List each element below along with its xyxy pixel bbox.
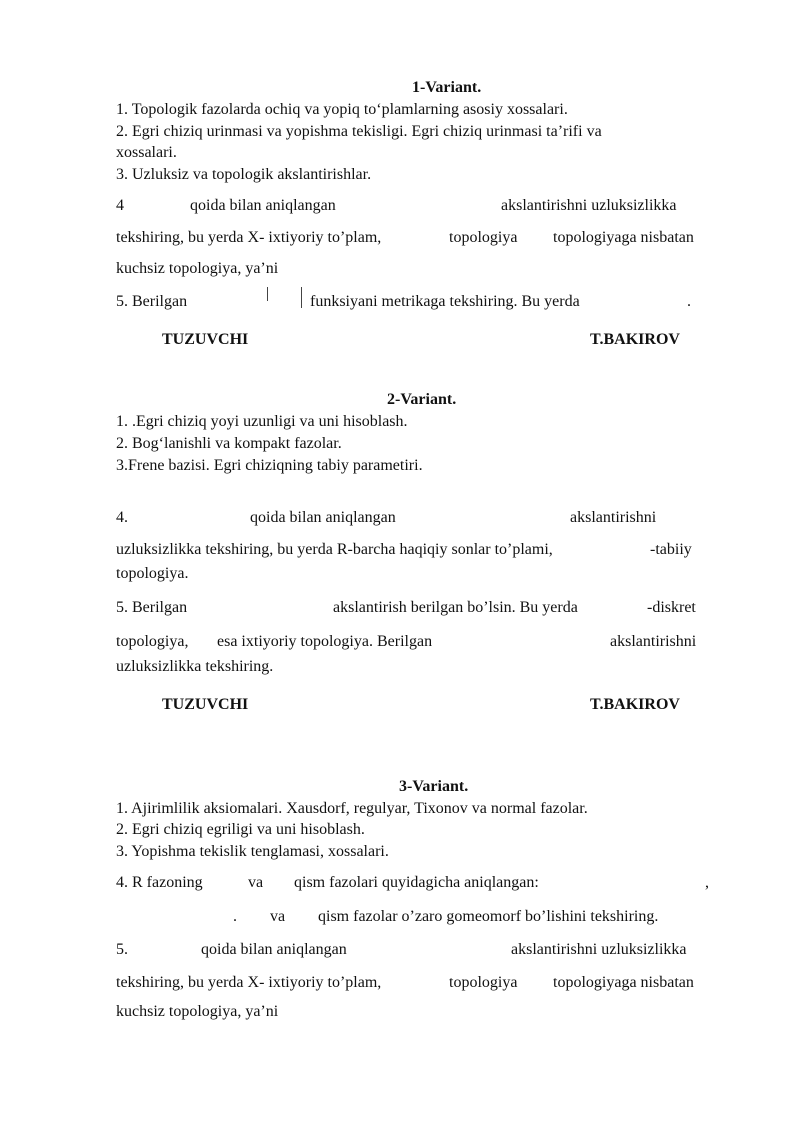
v3-question-4-b: va xyxy=(248,874,264,891)
v1-question-5-b: funksiyani metrikaga tekshiring. Bu yerda xyxy=(310,293,580,310)
v3-question-4-line-2-dot: . xyxy=(233,908,237,925)
v2-question-4-line-2a: uzluksizlikka tekshiring, bu yerda R-barcha haqiqiy sonlar to’plami, xyxy=(116,541,553,558)
v2-question-4-line-2b: -tabiiy xyxy=(650,541,692,558)
v1-question-1: 1. Topologik fazolarda ochiq va yopiq to‘plamlarning asosiy xossalari. xyxy=(116,101,568,118)
variant-1-title: 1-Variant. xyxy=(412,79,482,96)
v3-question-2: 2. Egri chiziq egriligi va uni hisoblash. xyxy=(116,821,365,838)
v3-question-5-text-b: akslantirishni uzluksizlikka xyxy=(511,941,687,958)
v3-question-4-c: qism fazolari quyidagicha aniqlangan: xyxy=(294,874,539,891)
abs-bar-left xyxy=(267,287,268,301)
v1-question-2-line-2: xossalari. xyxy=(116,144,177,161)
v1-signature-label: TUZUVCHI xyxy=(162,331,249,348)
v1-question-4-line-3: kuchsiz topologiya, ya’ni xyxy=(116,260,279,277)
v3-question-5-number: 5. xyxy=(116,941,128,958)
v1-question-5-dot: . xyxy=(687,293,691,310)
v3-question-4-comma: , xyxy=(705,874,709,891)
v2-question-5-line-2c: akslantirishni xyxy=(610,633,697,650)
v2-question-4-line-3: topologiya. xyxy=(116,565,189,582)
v2-question-4-text-a: qoida bilan aniqlangan xyxy=(250,509,396,526)
v3-question-5-text-a: qoida bilan aniqlangan xyxy=(201,941,347,958)
v2-question-4-text-b: akslantirishni xyxy=(570,509,657,526)
v3-question-4-line-2b: qism fazolar o’zaro gomeomorf bo’lishini tekshiring. xyxy=(318,908,659,925)
v3-question-1: 1. Ajirimlilik aksiomalari. Xausdorf, regulyar, Tixonov va normal fazolar. xyxy=(116,800,588,817)
v2-question-5-c: -diskret xyxy=(647,599,696,616)
v3-question-4-a: 4. R fazoning xyxy=(116,874,203,891)
v2-question-2: 2. Bog‘lanishli va kompakt fazolar. xyxy=(116,435,342,452)
v2-question-5-line-3: uzluksizlikka tekshiring. xyxy=(116,658,274,675)
v3-question-3: 3. Yopishma tekislik tenglamasi, xossalari. xyxy=(116,843,389,860)
variant-3-title: 3-Variant. xyxy=(399,778,469,795)
v2-question-5-line-2b: esa ixtiyoriy topologiya. Berilgan xyxy=(217,633,433,650)
variant-2-title: 2-Variant. xyxy=(387,391,457,408)
v3-question-4-line-2a: va xyxy=(270,908,286,925)
v2-question-1: 1. .Egri chiziq yoyi uzunligi va uni hisoblash. xyxy=(116,413,408,430)
v2-signature-name: T.BAKIROV xyxy=(590,696,680,713)
v3-question-5-line-2b: topologiya xyxy=(449,974,518,991)
v1-question-4-line-2b: topologiya xyxy=(449,229,518,246)
v1-question-4-text-b: akslantirishni uzluksizlikka xyxy=(501,197,677,214)
v1-question-3: 3. Uzluksiz va topologik akslantirishlar. xyxy=(116,166,372,183)
v2-question-3: 3.Frene bazisi. Egri chiziqning tabiy parametiri. xyxy=(116,457,423,474)
v1-question-4-number: 4 xyxy=(116,197,124,214)
v1-question-4-line-2c: topologiyaga nisbatan xyxy=(553,229,694,246)
v1-question-4-text-a: qoida bilan aniqlangan xyxy=(190,197,336,214)
abs-bar-right xyxy=(301,287,302,308)
v2-question-5-a: 5. Berilgan xyxy=(116,599,188,616)
v3-question-5-line-3: kuchsiz topologiya, ya’ni xyxy=(116,1003,279,1020)
v1-signature-name: T.BAKIROV xyxy=(590,331,680,348)
v3-question-5-line-2c: topologiyaga nisbatan xyxy=(553,974,694,991)
v1-question-4-line-2a: tekshiring, bu yerda X- ixtiyoriy to’plam, xyxy=(116,229,382,246)
v1-question-5-a: 5. Berilgan xyxy=(116,293,188,310)
v3-question-5-line-2a: tekshiring, bu yerda X- ixtiyoriy to’plam, xyxy=(116,974,382,991)
v1-question-2-line-1: 2. Egri chiziq urinmasi va yopishma tekisligi. Egri chiziq urinmasi ta’rifi va xyxy=(116,123,602,140)
v2-question-5-line-2a: topologiya, xyxy=(116,633,189,650)
v2-question-5-b: akslantirish berilgan bo’lsin. Bu yerda xyxy=(333,599,578,616)
v2-signature-label: TUZUVCHI xyxy=(162,696,249,713)
v2-question-4-number: 4. xyxy=(116,509,128,526)
